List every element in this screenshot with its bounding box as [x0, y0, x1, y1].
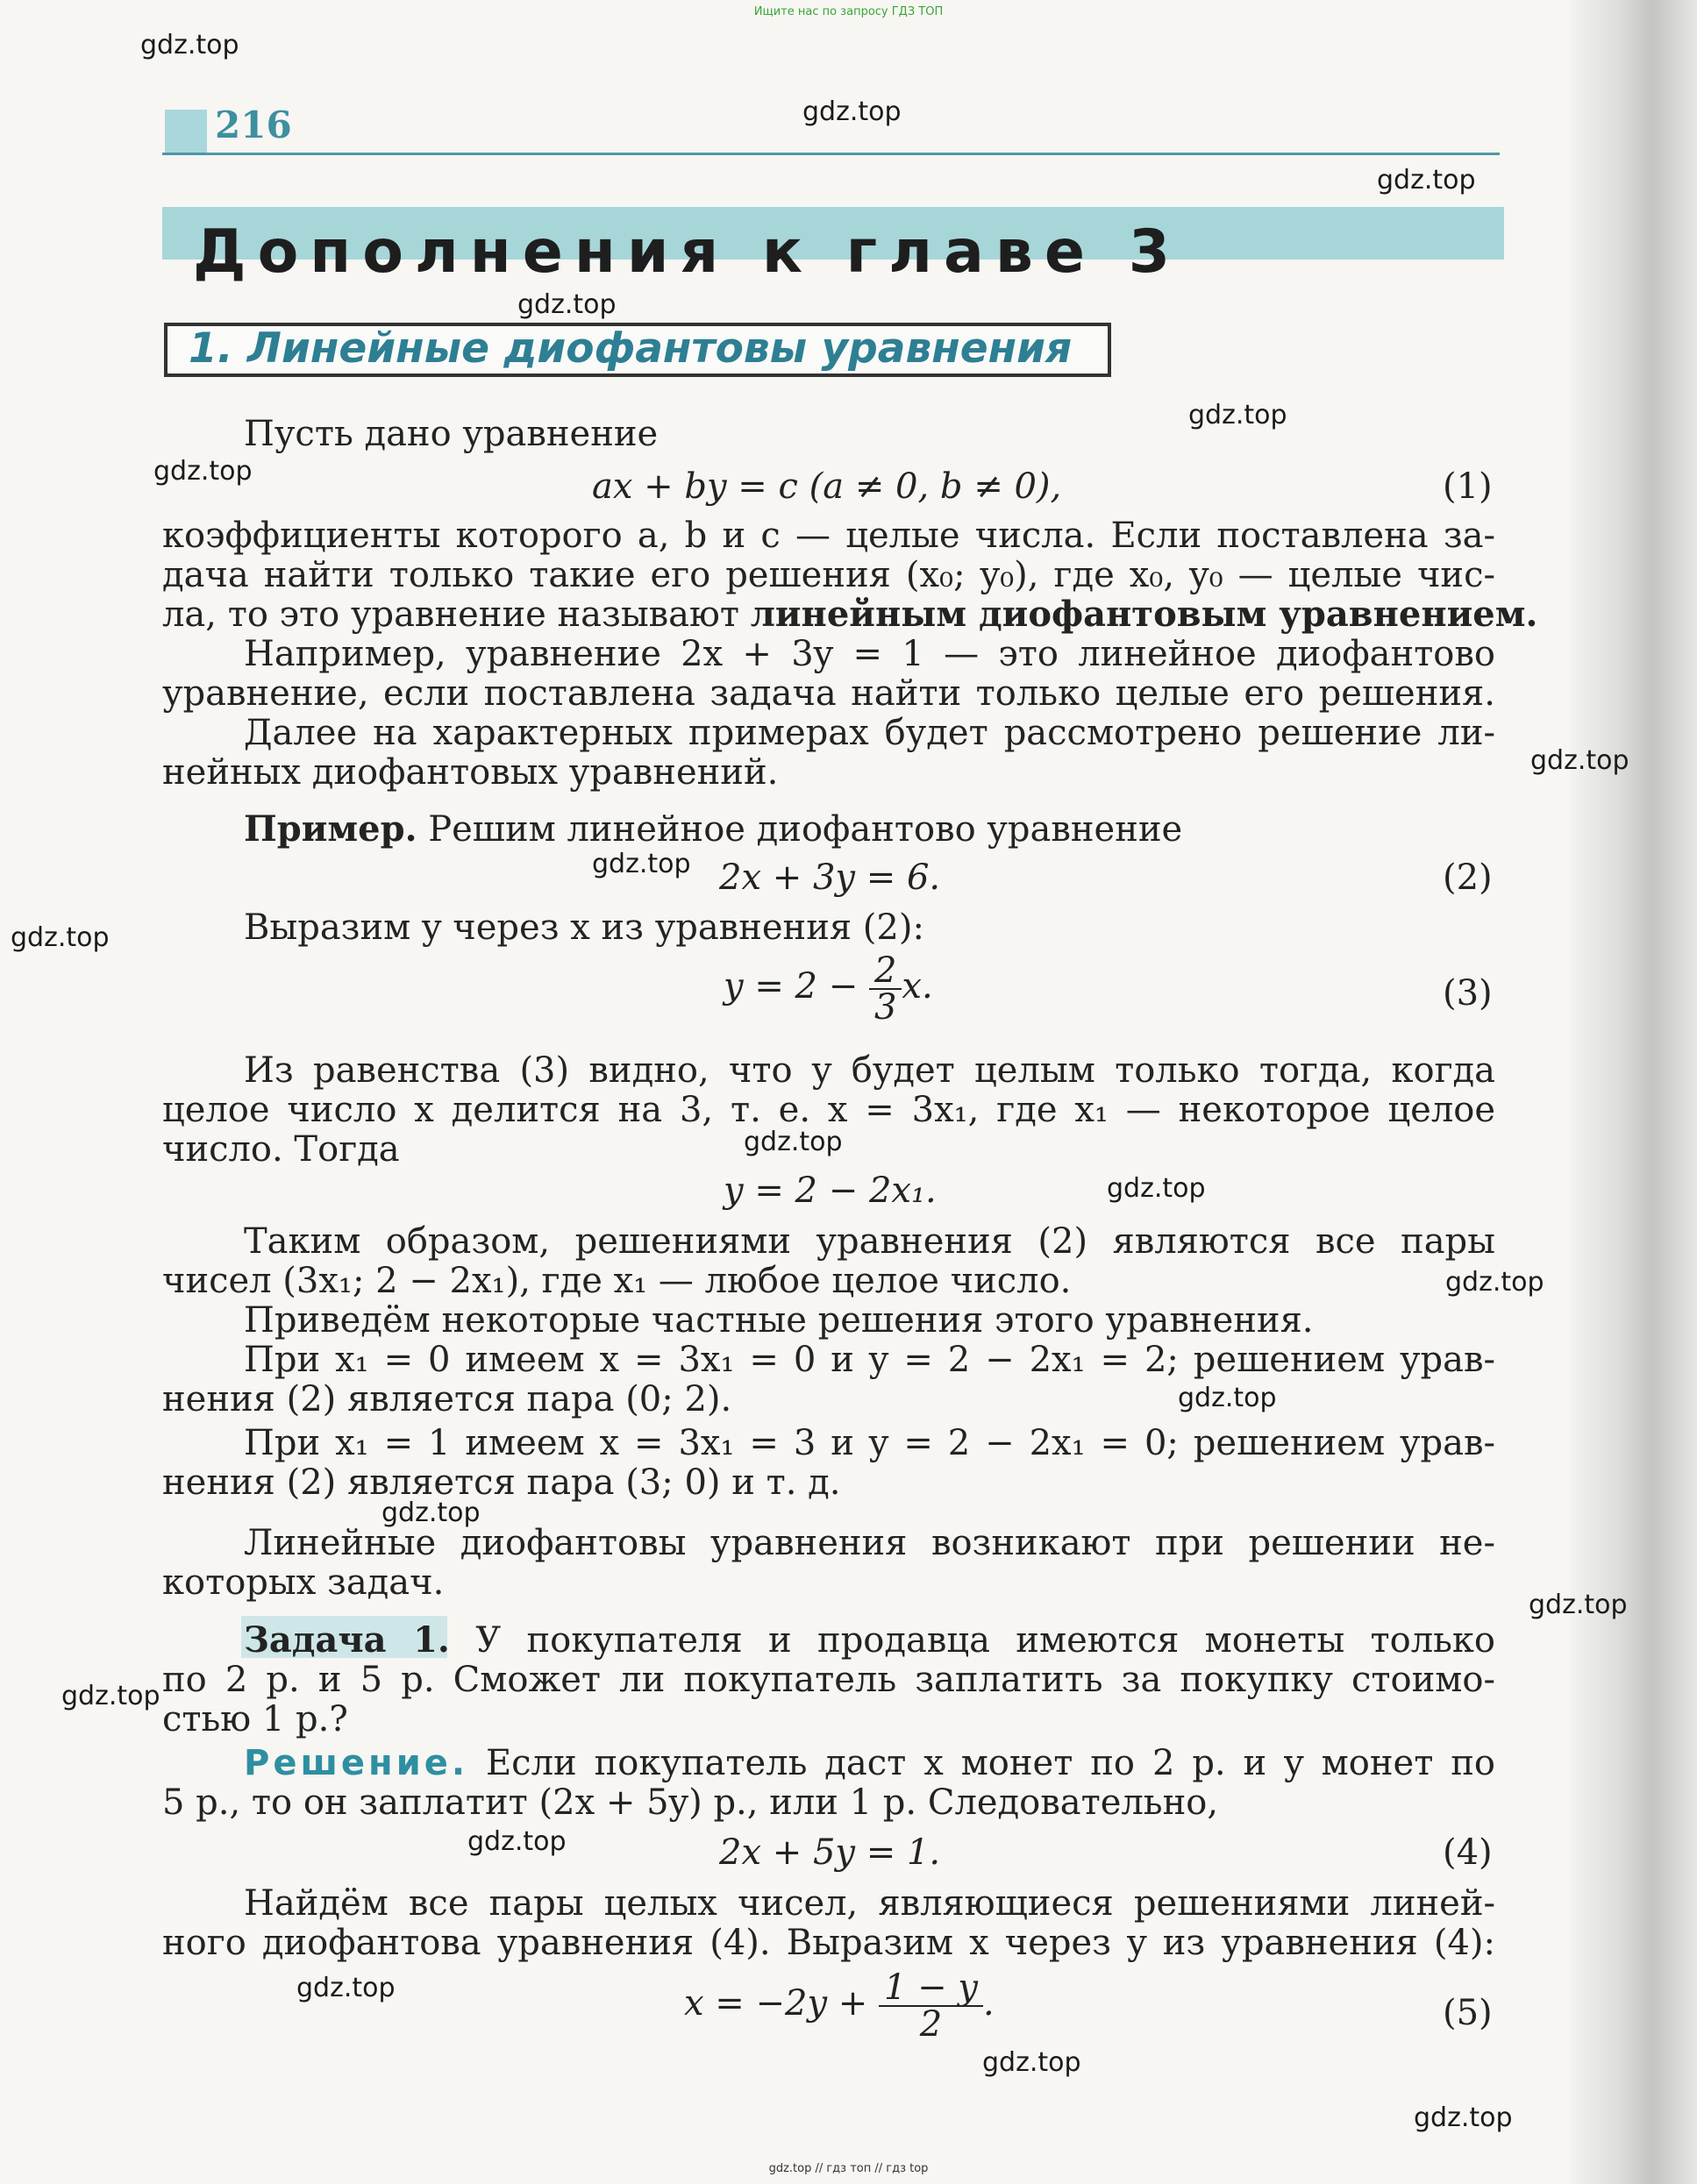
watermark: gdz.top — [592, 849, 691, 879]
text-span: У покупателя и продавца имеются монеты только — [449, 1620, 1495, 1661]
equation-number-1: (1) — [1443, 466, 1493, 507]
watermark: gdz.top — [296, 1973, 396, 2003]
equation-6 — [684, 1967, 995, 2045]
solution-label: Решение. — [244, 1743, 469, 1783]
page-number: 216 — [215, 103, 292, 146]
text-line: которых задач. — [162, 1562, 445, 1603]
watermark: gdz.top — [467, 1826, 567, 1857]
text-line: При x₁ = 1 имеем x = 3x₁ = 3 и y = 2 − 2x₁ = 0; решением урав- — [244, 1423, 1495, 1463]
bottom-banner: gdz.top // гдз топ // гдз top — [768, 2162, 929, 2175]
watermark: gdz.top — [140, 30, 239, 60]
text-line: Приведём некоторые частные решения этого уравнения. — [244, 1300, 1314, 1341]
watermark: gdz.top — [517, 289, 617, 320]
text-line: нения (2) является пара (3; 0) и т. д. — [162, 1462, 841, 1503]
watermark: gdz.top — [1107, 1173, 1206, 1204]
text-line: ного диофантова уравнения (4). Выразим x через y из уравнения (4): — [162, 1923, 1495, 1963]
task-label: Задача 1. — [244, 1619, 450, 1661]
watermark: gdz.top — [1445, 1267, 1544, 1298]
example-label: Пример. — [244, 808, 417, 850]
header-rule — [162, 153, 1500, 155]
watermark: gdz.top — [153, 456, 253, 487]
defined-term: линейным диофантовым уравнением. — [750, 594, 1538, 635]
text-span: ла, то это уравнение называют — [162, 594, 751, 635]
top-banner: Ищите нас по запросу ГДЗ ТОП — [753, 5, 944, 18]
equation-2: 2x + 3y = 6. — [719, 857, 941, 898]
watermark: gdz.top — [1178, 1383, 1277, 1413]
equation-6-right: . — [983, 1983, 995, 2024]
text-line: чисел (3x₁; 2 − 2x₁), где x₁ — любое целое число. — [162, 1261, 1072, 1301]
text-line: целое число x делится на 3, т. е. x = 3x₁, где x₁ — некоторое целое — [162, 1090, 1495, 1130]
equation-1: ax + by = c (a ≠ 0, b ≠ 0), — [592, 466, 1062, 507]
fraction — [879, 1967, 983, 2045]
text-line: 5 р., то он заплатит (2x + 5y) р., или 1 р. Следовательно, — [162, 1782, 1219, 1823]
fraction-denominator: 3 — [873, 987, 897, 1028]
equation-number-5: (5) — [1443, 1993, 1493, 2033]
watermark: gdz.top — [1377, 165, 1476, 196]
text-line — [244, 1620, 1495, 1661]
text-line: стью 1 р.? — [162, 1699, 348, 1739]
text-line: Пусть дано уравнение — [244, 414, 659, 454]
text-span: Если покупатель даст x монет по 2 р. и y монет по — [468, 1743, 1495, 1783]
watermark: gdz.top — [744, 1127, 843, 1157]
text-span: Решим линейное диофантово уравнение — [417, 809, 1183, 850]
watermark: gdz.top — [982, 2047, 1081, 2078]
text-line — [244, 809, 1182, 850]
watermark: gdz.top — [61, 1681, 160, 1711]
equation-number-4: (4) — [1443, 1832, 1493, 1873]
watermark: gdz.top — [1188, 400, 1287, 430]
fraction-numerator: 1 − y — [879, 1970, 983, 2007]
watermark: gdz.top — [1530, 745, 1629, 776]
page-number-marker — [165, 110, 207, 155]
text-line: Далее на характерных примерах будет рассмотрено решение ли- — [244, 713, 1495, 753]
text-line: При x₁ = 0 имеем x = 3x₁ = 0 и y = 2 − 2x₁ = 2; решением урав- — [244, 1340, 1495, 1380]
watermark: gdz.top — [1529, 1590, 1628, 1620]
section-title: 1. Линейные диофантовы уравнения — [189, 324, 1073, 373]
page-spine-shadow — [1570, 0, 1697, 2184]
equation-3 — [724, 950, 933, 1028]
text-line: по 2 р. и 5 р. Сможет ли покупатель заплатить за покупку стоимо- — [162, 1660, 1495, 1700]
text-line: нейных диофантовых уравнений. — [162, 752, 779, 793]
text-line: Найдём все пары целых чисел, являющиеся решениями линей- — [244, 1883, 1495, 1924]
chapter-title: Дополнения к главе 3 — [193, 217, 1182, 287]
equation-number-3: (3) — [1443, 973, 1493, 1014]
text-line: уравнение, если поставлена задача найти только целые его решения. — [162, 673, 1495, 714]
text-line — [162, 594, 1538, 635]
text-line — [244, 1743, 1495, 1783]
text-line: число. Тогда — [162, 1129, 400, 1170]
text-line: нения (2) является пара (0; 2). — [162, 1379, 732, 1419]
fraction — [869, 950, 902, 1028]
fraction-numerator: 2 — [869, 953, 902, 990]
fraction-denominator: 2 — [919, 2004, 943, 2045]
watermark: gdz.top — [1414, 2102, 1513, 2133]
text-line: дача найти только такие его решения (x₀; y₀), где x₀, y₀ — целые чис- — [162, 555, 1495, 595]
equation-6-left: x = −2y + — [684, 1983, 868, 2024]
text-line: Выразим y через x из уравнения (2): — [244, 907, 924, 948]
text-line: Таким образом, решениями уравнения (2) являются все пары — [244, 1221, 1495, 1262]
equation-number-2: (2) — [1443, 857, 1493, 898]
watermark: gdz.top — [11, 922, 110, 953]
equation-3-right: x. — [902, 966, 933, 1007]
text-line: Например, уравнение 2x + 3y = 1 — это линейное диофантово — [244, 634, 1495, 674]
equation-4: y = 2 − 2x₁. — [724, 1170, 937, 1211]
watermark: gdz.top — [802, 96, 902, 127]
text-line: Из равенства (3) видно, что y будет целым только тогда, когда — [244, 1050, 1495, 1091]
text-line: Линейные диофантовы уравнения возникают при решении не- — [244, 1523, 1495, 1563]
equation-3-left: y = 2 − — [724, 966, 859, 1007]
text-line: коэффициенты которого a, b и c — целые числа. Если поставлена за- — [162, 516, 1495, 556]
watermark: gdz.top — [381, 1497, 481, 1528]
equation-5: 2x + 5y = 1. — [719, 1832, 941, 1873]
